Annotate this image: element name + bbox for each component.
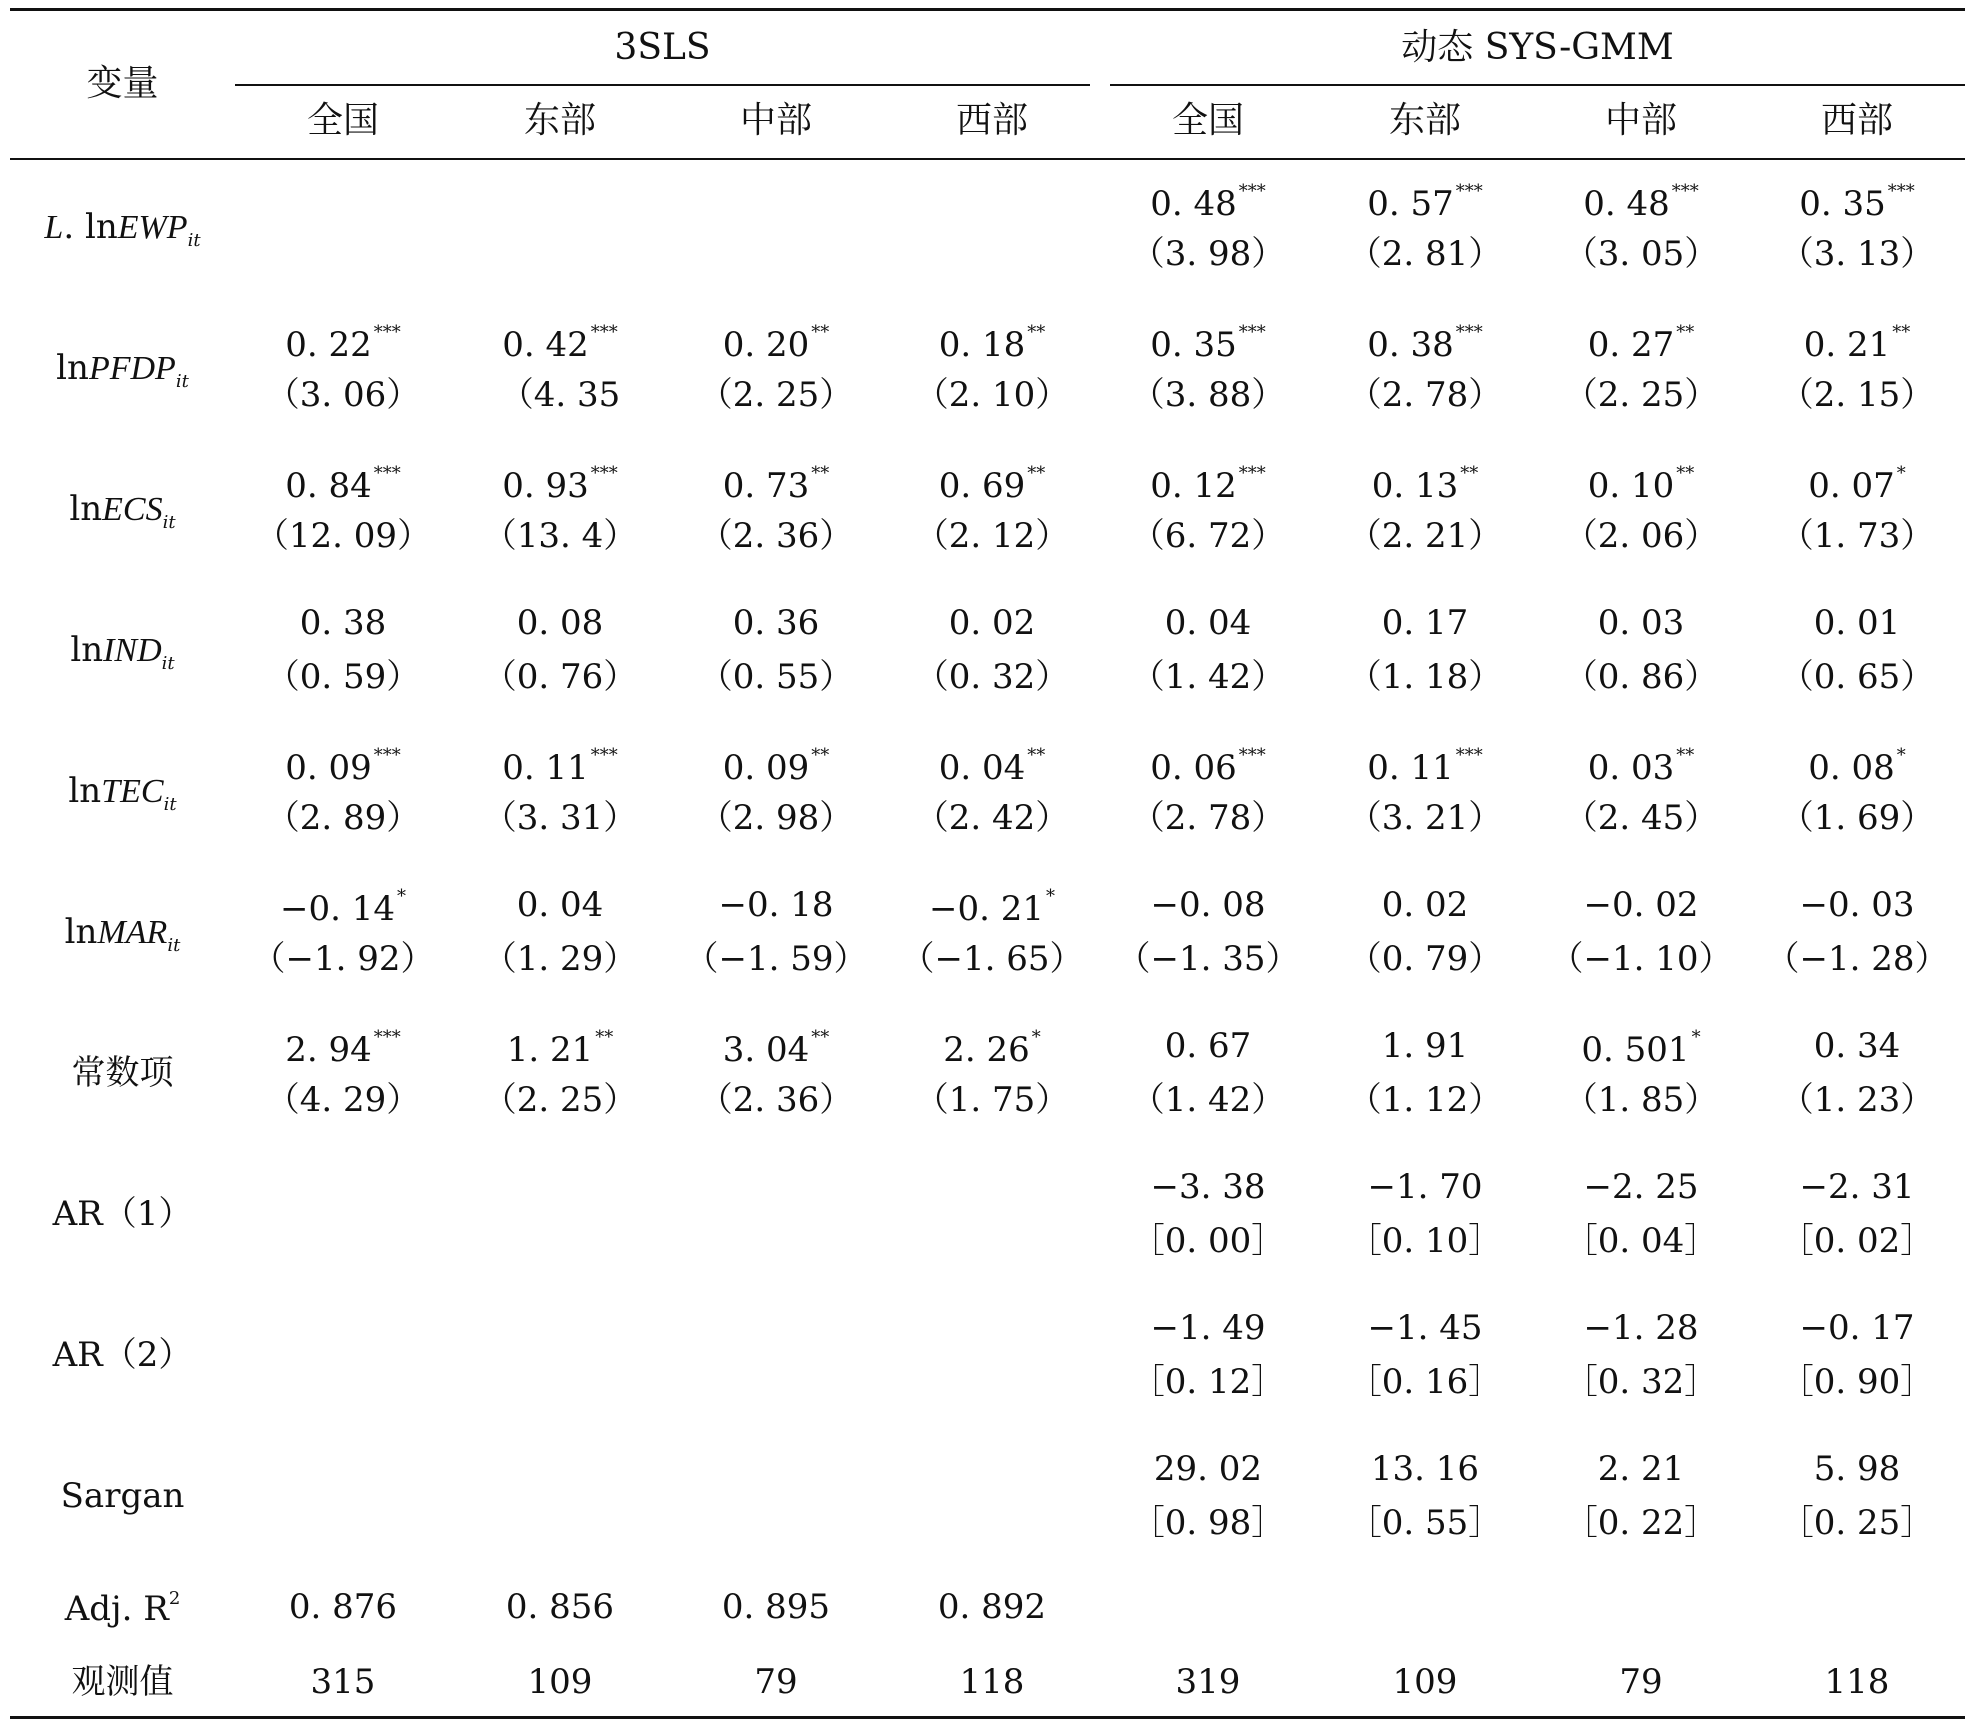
statistic-value: （−1. 10）: [1549, 939, 1733, 979]
coefficient-value: 1. 21 **: [506, 1027, 614, 1070]
coefficient-value: 0. 48 ***: [1150, 181, 1266, 224]
row-label: lnIND$_{it}$: [70, 630, 175, 674]
statistic-value: （3. 98）: [1130, 234, 1286, 274]
coefficient-value: 13. 16: [1370, 1449, 1480, 1489]
statistic-value: （2. 10）: [914, 375, 1070, 415]
coefficient-value: 0. 03 **: [1587, 745, 1695, 788]
significance-stars: **: [1676, 463, 1695, 484]
coefficient-value: 2. 21: [1597, 1449, 1685, 1489]
statistic-value: （2. 81）: [1347, 234, 1503, 274]
significance-stars: **: [595, 1027, 614, 1048]
coefficient-value: −1. 28: [1583, 1308, 1699, 1348]
coefficient-value: 0. 09 ***: [285, 745, 401, 788]
coefficient-value: −1. 49: [1150, 1308, 1266, 1348]
observations-label: 观测值: [71, 1662, 174, 1702]
column-header: 全国: [1171, 100, 1244, 141]
statistic-value: （4. 29）: [265, 1080, 421, 1120]
statistic-value: （−1. 92）: [251, 939, 435, 979]
significance-stars: *: [397, 886, 406, 907]
significance-stars: **: [1027, 745, 1046, 766]
statistic-value: （3. 05）: [1563, 234, 1719, 274]
significance-stars: *: [1691, 1027, 1701, 1048]
statistic-value: （2. 21）: [1347, 516, 1503, 556]
coefficient-value: 0. 07 *: [1808, 463, 1906, 506]
statistic-value: （−1. 65）: [900, 939, 1084, 979]
row-label: lnTEC$_{it}$: [68, 771, 177, 815]
coefficient-value: 0. 06 ***: [1150, 745, 1266, 788]
observations-value: 319: [1175, 1662, 1241, 1702]
coefficient-value: 0. 11 ***: [1367, 745, 1483, 788]
coefficient-value: 0. 12 ***: [1150, 463, 1266, 506]
statistic-value: ［0. 10］: [1347, 1221, 1503, 1261]
coefficient-value: 2. 26 *: [943, 1027, 1041, 1070]
coefficient-value: −2. 25: [1583, 1167, 1699, 1207]
statistic-value: ［0. 12］: [1130, 1362, 1286, 1402]
coefficient-value: 3. 04 **: [722, 1027, 830, 1070]
significance-stars: **: [1676, 322, 1695, 343]
statistic-value: （2. 89）: [265, 798, 421, 838]
statistic-value: （0. 79）: [1347, 939, 1503, 979]
statistic-value: （−1. 59）: [684, 939, 868, 979]
coefficient-value: −2. 31: [1799, 1167, 1915, 1207]
observations-value: 79: [1619, 1662, 1663, 1702]
statistic-value: （2. 78）: [1130, 798, 1286, 838]
row-label: lnECS$_{it}$: [69, 489, 176, 533]
adj-r2-label: Adj. $R^2$: [64, 1588, 181, 1629]
statistic-value: （2. 45）: [1563, 798, 1719, 838]
significance-stars: ***: [1455, 745, 1483, 766]
column-header: 全国: [306, 100, 379, 141]
statistic-value: （2. 42）: [914, 798, 1070, 838]
coefficient-value: 0. 35 ***: [1150, 322, 1266, 365]
coefficient-value: −0. 17: [1799, 1308, 1915, 1348]
coefficient-value: 0. 08 *: [1808, 745, 1906, 788]
coefficient-value: 0. 10 **: [1587, 463, 1695, 506]
coefficient-value: 0. 38: [299, 603, 387, 643]
coefficient-value: 0. 20 **: [722, 322, 830, 365]
coefficient-value: 0. 27 **: [1587, 322, 1695, 365]
statistic-value: （1. 42）: [1130, 657, 1286, 697]
coefficient-value: 0. 42 ***: [502, 322, 618, 365]
statistic-value: ［0. 55］: [1347, 1503, 1503, 1543]
coefficient-value: 2. 94 ***: [285, 1027, 401, 1070]
significance-stars: **: [1460, 463, 1479, 484]
significance-stars: ***: [590, 463, 618, 484]
statistic-value: （6. 72）: [1130, 516, 1286, 556]
coefficient-value: 0. 03: [1597, 603, 1685, 643]
significance-stars: ***: [1238, 181, 1266, 202]
observations-value: 118: [959, 1662, 1025, 1702]
coefficient-value: 0. 35 ***: [1799, 181, 1915, 224]
statistic-value: （0. 76）: [482, 657, 638, 697]
row-label: AR（1）: [52, 1194, 193, 1234]
coefficient-value: −0. 03: [1799, 885, 1915, 925]
coefficient-value: 0. 93 ***: [502, 463, 618, 506]
column-header: 东部: [1388, 100, 1461, 141]
coefficient-value: 0. 11 ***: [502, 745, 618, 788]
row-label: lnPFDP$_{it}$: [56, 348, 189, 392]
adj-r2-value: 0. 895: [721, 1587, 831, 1627]
statistic-value: （12. 09）: [254, 516, 432, 556]
statistic-value: （2. 25）: [698, 375, 854, 415]
significance-stars: **: [811, 322, 830, 343]
header-bottom-rule: [10, 158, 1965, 160]
significance-stars: ***: [373, 463, 401, 484]
significance-stars: **: [1892, 322, 1911, 343]
coefficient-value: 0. 02: [948, 603, 1036, 643]
statistic-value: ［0. 22］: [1563, 1503, 1719, 1543]
statistic-value: （0. 86）: [1563, 657, 1719, 697]
significance-stars: ***: [590, 745, 618, 766]
coefficient-value: 0. 22 ***: [285, 322, 401, 365]
coefficient-value: 29. 02: [1153, 1449, 1263, 1489]
row-label: lnMAR$_{it}$: [64, 912, 181, 956]
coefficient-value: −0. 08: [1150, 885, 1266, 925]
adj-r2-value: 0. 856: [505, 1587, 615, 1627]
coefficient-value: 0. 84 ***: [285, 463, 401, 506]
coefficient-value: 0. 48 ***: [1583, 181, 1699, 224]
statistic-value: ［0. 32］: [1563, 1362, 1719, 1402]
significance-stars: *: [1031, 1027, 1041, 1048]
statistic-value: （2. 12）: [914, 516, 1070, 556]
coefficient-value: −0. 02: [1583, 885, 1699, 925]
coefficient-value: −3. 38: [1150, 1167, 1266, 1207]
coefficient-value: 0. 21 **: [1803, 322, 1911, 365]
column-header: 中部: [1604, 100, 1677, 141]
statistic-value: （1. 42）: [1130, 1080, 1286, 1120]
coefficient-value: 0. 69 **: [938, 463, 1046, 506]
statistic-value: （0. 65）: [1779, 657, 1935, 697]
significance-stars: **: [811, 463, 830, 484]
statistic-value: （2. 36）: [698, 516, 854, 556]
group-underline-3sls: [235, 84, 1090, 86]
coefficient-value: −0. 14 *: [280, 886, 406, 929]
coefficient-value: 0. 36: [732, 603, 820, 643]
coefficient-value: −0. 18: [718, 885, 834, 925]
statistic-value: （2. 98）: [698, 798, 854, 838]
statistic-value: （1. 85）: [1563, 1080, 1719, 1120]
coefficient-value: 0. 01: [1813, 603, 1901, 643]
coefficient-value: 0. 34: [1813, 1026, 1901, 1066]
significance-stars: *: [1046, 886, 1055, 907]
adj-r2-value: 0. 892: [937, 1587, 1047, 1627]
statistic-value: （2. 25）: [1563, 375, 1719, 415]
coefficient-value: 0. 17: [1381, 603, 1469, 643]
significance-stars: ***: [373, 322, 401, 343]
statistic-value: （1. 23）: [1779, 1080, 1935, 1120]
statistic-value: ［0. 16］: [1347, 1362, 1503, 1402]
statistic-value: （1. 29）: [482, 939, 638, 979]
significance-stars: ***: [1887, 181, 1915, 202]
variable-header: 变量: [86, 63, 159, 104]
significance-stars: ***: [1455, 181, 1483, 202]
coefficient-value: 0. 02: [1381, 885, 1469, 925]
coefficient-value: −1. 70: [1367, 1167, 1483, 1207]
coefficient-value: 0. 04: [516, 885, 604, 925]
row-label: L. lnEWP$_{it}$: [44, 207, 201, 251]
adj-r2-value: 0. 876: [288, 1587, 398, 1627]
significance-stars: ***: [1455, 322, 1483, 343]
significance-stars: ***: [1238, 463, 1266, 484]
statistic-value: （1. 12）: [1347, 1080, 1503, 1120]
top-rule: [10, 8, 1965, 11]
statistic-value: （3. 88）: [1130, 375, 1286, 415]
significance-stars: *: [1896, 463, 1906, 484]
statistic-value: （0. 59）: [265, 657, 421, 697]
significance-stars: *: [1896, 745, 1906, 766]
coefficient-value: 0. 67: [1164, 1026, 1252, 1066]
coefficient-value: 0. 57 ***: [1367, 181, 1483, 224]
significance-stars: ***: [373, 1027, 401, 1048]
coefficient-value: 0. 18 **: [938, 322, 1046, 365]
coefficient-value: 0. 08: [516, 603, 604, 643]
statistic-value: （2. 15）: [1779, 375, 1935, 415]
coefficient-value: 0. 501 *: [1581, 1027, 1701, 1070]
statistic-value: （3. 31）: [482, 798, 638, 838]
coefficient-value: −0. 21 *: [929, 886, 1055, 929]
significance-stars: **: [1027, 463, 1046, 484]
group-header-gmm: 动态 SYS-GMM: [1401, 27, 1674, 68]
observations-value: 109: [527, 1662, 593, 1702]
coefficient-value: −1. 45: [1367, 1308, 1483, 1348]
bottom-rule: [10, 1716, 1965, 1719]
statistic-value: （2. 25）: [482, 1080, 638, 1120]
statistic-value: （3. 21）: [1347, 798, 1503, 838]
row-label: AR（2）: [52, 1335, 193, 1375]
observations-value: 118: [1824, 1662, 1890, 1702]
group-underline-gmm: [1110, 84, 1965, 86]
statistic-value: （4. 35: [499, 375, 621, 415]
row-label: 常数项: [71, 1053, 174, 1093]
coefficient-value: 0. 73 **: [722, 463, 830, 506]
statistic-value: （1. 73）: [1779, 516, 1935, 556]
column-header: 西部: [955, 100, 1028, 141]
statistic-value: （−1. 28）: [1765, 939, 1949, 979]
statistic-value: ［0. 04］: [1563, 1221, 1719, 1261]
statistic-value: （1. 69）: [1779, 798, 1935, 838]
significance-stars: ***: [590, 322, 618, 343]
coefficient-value: 0. 04 **: [938, 745, 1046, 788]
significance-stars: ***: [1238, 322, 1266, 343]
coefficient-value: 0. 09 **: [722, 745, 830, 788]
significance-stars: **: [811, 1027, 830, 1048]
statistic-value: （13. 4）: [482, 516, 638, 556]
significance-stars: ***: [1671, 181, 1699, 202]
column-header: 东部: [523, 100, 596, 141]
coefficient-value: 0. 13 **: [1371, 463, 1479, 506]
statistic-value: （3. 06）: [265, 375, 421, 415]
coefficient-value: 5. 98: [1813, 1449, 1901, 1489]
significance-stars: ***: [1238, 745, 1266, 766]
group-header-3sls: 3SLS: [614, 27, 711, 68]
column-header: 西部: [1820, 100, 1893, 141]
statistic-value: （2. 36）: [698, 1080, 854, 1120]
coefficient-value: 0. 04: [1164, 603, 1252, 643]
statistic-value: （0. 55）: [698, 657, 854, 697]
significance-stars: **: [1676, 745, 1695, 766]
significance-stars: **: [1027, 322, 1046, 343]
row-label: Sargan: [60, 1476, 185, 1516]
statistic-value: （−1. 35）: [1116, 939, 1300, 979]
statistic-value: （1. 18）: [1347, 657, 1503, 697]
significance-stars: ***: [373, 745, 401, 766]
observations-value: 315: [310, 1662, 376, 1702]
observations-value: 79: [754, 1662, 798, 1702]
significance-stars: **: [811, 745, 830, 766]
statistic-value: ［0. 98］: [1130, 1503, 1286, 1543]
statistic-value: （3. 13）: [1779, 234, 1935, 274]
coefficient-value: 1. 91: [1381, 1026, 1469, 1066]
observations-value: 109: [1392, 1662, 1458, 1702]
statistic-value: （2. 06）: [1563, 516, 1719, 556]
statistic-value: ［0. 00］: [1130, 1221, 1286, 1261]
statistic-value: ［0. 90］: [1779, 1362, 1935, 1402]
statistic-value: （2. 78）: [1347, 375, 1503, 415]
statistic-value: ［0. 02］: [1779, 1221, 1935, 1261]
column-header: 中部: [739, 100, 812, 141]
statistic-value: ［0. 25］: [1779, 1503, 1935, 1543]
statistic-value: （0. 32）: [914, 657, 1070, 697]
coefficient-value: 0. 38 ***: [1367, 322, 1483, 365]
statistic-value: （1. 75）: [914, 1080, 1070, 1120]
